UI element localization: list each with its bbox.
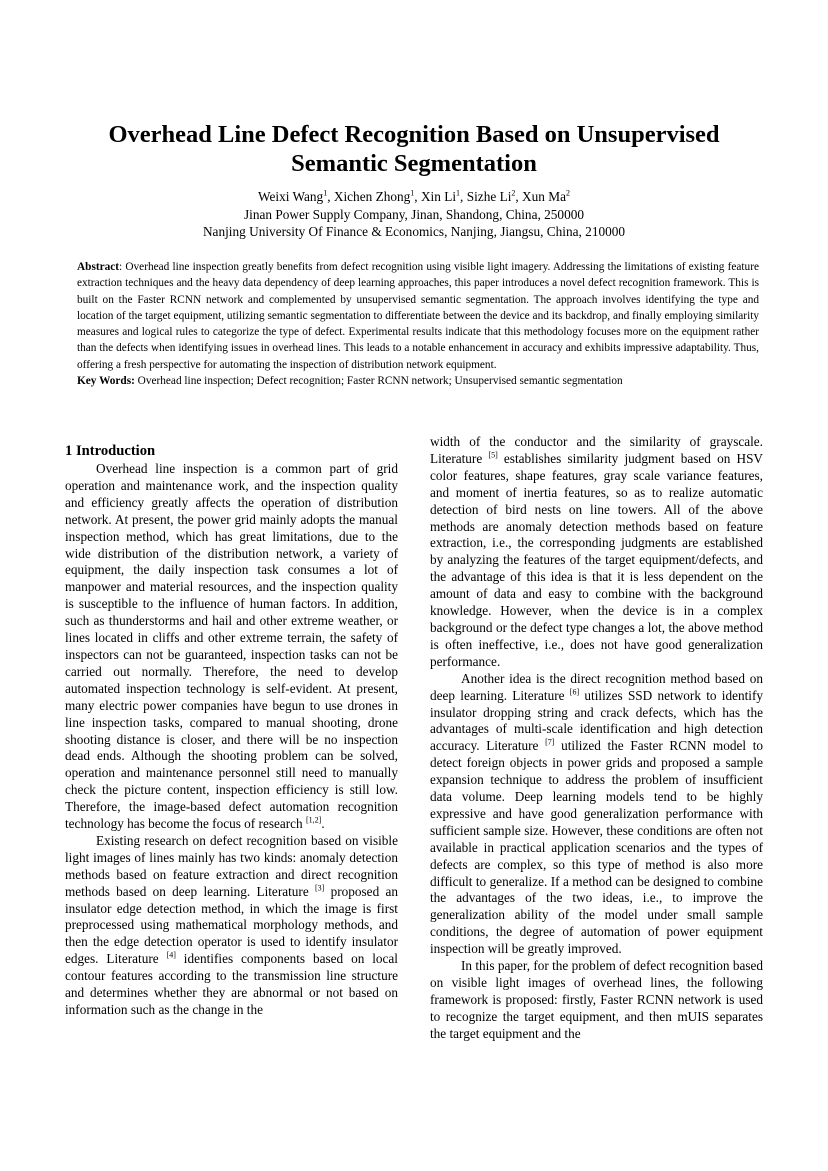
citation: [1,2] [305,815,322,825]
citation: [6] [569,687,580,697]
author-separator: , [327,189,334,204]
author-name: Weixi Wang [257,189,324,204]
left-column [65,433,398,1019]
citation: [7] [545,737,555,747]
author-name: Xun Ma [522,189,566,204]
author-separator: , [515,189,523,204]
author-affiliation-mark: 1 [456,188,461,198]
body-paragraph-continued: width of the conductor and the similarity of grayscale. Literature [5] establishes similarity judgment based on HSV color features, shape features, gray scale variance features, and moment of inertia features, so as to realize automatic detection of bird nests on line towers. All of the above methods are anomaly detection methods based on feature extraction, i.e., the corresponding judgments are established by analyzing the features of the target equipment/defects, and the advantage of this idea is that it is less dependent on the amount of data and easy to combine with the background knowledge. However, when the device is in a complex background or the defect type changes a lot, the above method is often ineffective, i.e., does not have good generalization performance. [430,434,764,669]
citation: [4] [166,950,176,960]
author-affiliation-mark: 2 [566,188,570,198]
keywords-paragraph [77,373,759,389]
affiliation-1: Jinan Power Supply Company, Jinan, Shandong, China, 250000 [243,206,585,222]
author-name: Xichen Zhong [333,189,411,204]
body-paragraph: Existing research on defect recognition based on visible light images of lines mainly has two kinds: anomaly detection methods based on feature extraction and direct recognition methods based on deep learning. Literature [3] proposed an insulator edge detection method, in which the image is first preprocessed using mathematical morphology methods, and then the edge detection operator is used to identify insulator edges. Literature [4] identifies components based on local contour features according to the transmission line structure and determines whether they are abnormal or not based on information such as the change in the [65,832,398,1017]
author-affiliation-mark: 2 [511,188,516,198]
page-title [60,120,768,178]
keywords-label: Key Words: [77,375,135,388]
body-paragraph: In this paper, for the problem of defect recognition based on visible light images of overhead lines, the following framework is proposed: firstly, Faster RCNN network is used to recognize the target equipment, and then mUIS separates the target equipment and the [430,958,763,1041]
body-paragraph: Another idea is the direct recognition method based on deep learning. Literature [6] utilizes SSD network to identify insulator dropping string and crack defects, which has the advantages of multi-scale identification and high detection accuracy. Literature [7] utilized the Faster RCNN model to detect foreign objects in power grids and proposed a sample expansion technique to address the problem of insufficient data volume. Deep learning models tend to be highly expressive and have good generalization performance with sufficient sample size. However, these conditions are often not available in practical application scenarios and the types of defects are complex, so this type of method is also more difficult to generalize. If a method can be designed to combine the advantages of the two ideas, i.e., to improve the generalization ability of the model under small sample conditions, the degree of automation of power equipment inspection will be greatly improved. [430,670,764,957]
abstract-text: : Overhead line inspection greatly benefits from defect recognition using visible light imagery. Addressing the limitations of existing feature extraction techniques and the heavy data dependency of deep learning approaches, this paper introduces a novel defect recognition framework. This is built on the Faster RCNN network and complemented by unsupervised semantic segmentation. The approach involves identifying the type and location of the target equipment, utilizing semantic segmentation to differentiate between the device and its backdrop, and finally employing similarity measures and logical rules to categorize the type of defect. Experimental results indicate that this methodology focuses more on the equipment rather than the defects when identifying issues in overhead lines. This leads to a notable enhancement in accuracy and exhibits impressive adaptability. Thus, offering a fresh perspective for automating the inspection of distribution network equipment. [77,261,759,371]
keywords-text: Overhead line inspection; Defect recognition; Faster RCNN network; Unsupervised semantic segmentation [134,375,623,388]
body-paragraph: Overhead line inspection is a common part of grid operation and maintenance work, and the inspection quality and efficiency greatly affects the operation of distribution network. At present, the power grid mainly adopts the manual inspection method, which has great limitations, due to the wide distribution of the distribution network, a variety of equipment, the daily inspection task consumes a lot of manpower and material resources, and the inspection quality is susceptible to the influence of human factors. In addition, such as thunderstorms and hail and other extreme weather, or lines located in cliffs and other extreme terrain, the safety of inspectors can not be guaranteed, inspection tasks can not be carried out normally. Therefore, the need to develop automated inspection technology is self-evident. At present, many electric power companies have begun to use drones in line inspection tasks, compared to manual shooting, drone shooting distance is closer, and there will be no inspection dead ends. Although the shooting problem can be solved, operation and maintenance personnel still need to manually check the picture content, inspection efficiency is still low. Therefore, the image-based defect automation recognition technology has become the focus of research [1,2]. [65,461,398,832]
author-name: Sizhe Li [466,189,512,204]
abstract-paragraph [77,259,759,373]
author-name: Xin Li [420,189,457,204]
citation: [5] [488,450,498,460]
author-affiliation-mark: 1 [410,188,415,198]
author-list [60,188,768,206]
abstract-label: Abstract [77,261,120,273]
title-line-2: Semantic Segmentation [291,150,537,177]
affiliation-2: Nanjing University Of Finance & Economics, Nanjing, Jiangsu, China, 210000 [202,224,626,239]
abstract-block [77,259,759,389]
citation: [3] [315,883,325,893]
right-column [430,434,763,1043]
section-heading: 1 Introduction [65,443,156,459]
paragraph-continued-text: width of the conductor and the similarity of grayscale. Literature [430,434,763,466]
author-block [60,188,768,241]
author-separator: , [414,189,421,204]
author-affiliation-mark: 1 [323,188,328,198]
title-line-1: Overhead Line Defect Recognition Based on Unsupervised [108,121,720,148]
author-separator: , [460,189,467,204]
paragraph-continued-text: identifies components based on local contour features according to the transmission line structure and determines whether they are abnormal or not based on information such as the change in the [65,951,398,1017]
